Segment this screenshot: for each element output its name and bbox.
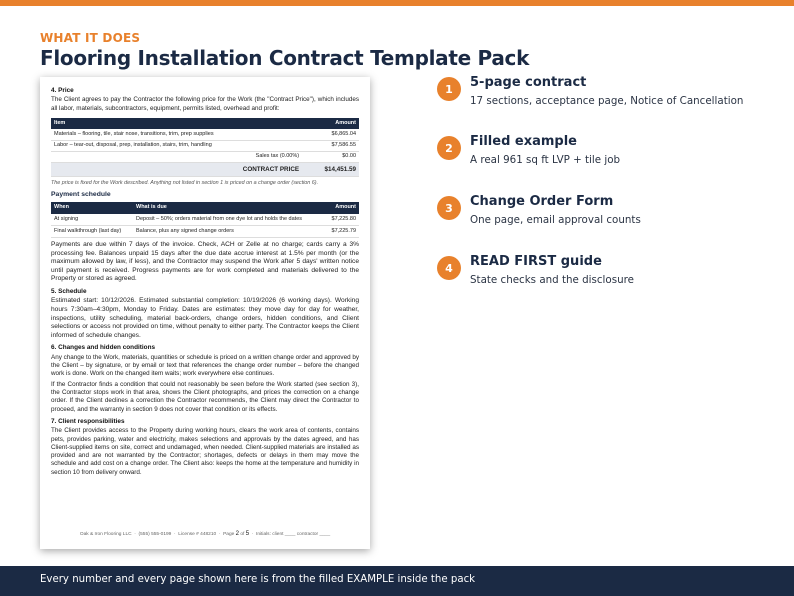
document-footer: Oak & Iron Flooring LLC · (555) 555-0199 · License # 448210 · Page 2 of 5 · Initials: client ____ contractor ____: [79, 531, 331, 538]
sched-due: Deposit – 50%; orders material from one dye lot and holds the dates: [133, 214, 325, 226]
contract-price-row: [51, 163, 359, 177]
payment-schedule-table: [51, 202, 359, 238]
footer-band-text: Every number and every page shown here is from the filled EXAMPLE inside the pack: [40, 574, 476, 585]
feature-number-badge: 1: [437, 77, 461, 101]
price-col-item: Item: [51, 118, 302, 129]
sales-tax-label: Sales tax (0.00%): [51, 151, 302, 162]
feature-description: 17 sections, acceptance page, Notice of Cancellation: [470, 95, 744, 107]
price-note: The price is fixed for the Work described. Anything not listed in section 1 is priced on a change order (section 6).: [51, 180, 319, 187]
section-6-title: 6. Changes and hidden conditions: [51, 344, 156, 352]
contract-price-label: CONTRACT PRICE: [51, 163, 302, 177]
price-item: Labor – tear-out, disposal, prep, installation, stairs, trim, handling: [51, 140, 302, 151]
footer-page-of: of: [240, 532, 245, 538]
sched-col-due: What is due: [133, 202, 325, 213]
feature-number-badge: 3: [437, 196, 461, 220]
top-accent-bar: [0, 0, 794, 6]
price-item: Materials – flooring, tile, stair nose, transitions, trim, prep supplies: [51, 129, 302, 140]
table-row: [51, 225, 359, 237]
section-7-title: 7. Client responsibilities: [51, 417, 125, 425]
eyebrow-label: WHAT IT DOES: [40, 31, 141, 45]
section-6-text-1: Any change to the Work, materials, quantities or schedule is priced on a written change order and approved by the Client – by signature, or by email or text that references the change order number – before the changed work is done. Work on the changed item waits; work everywhere else continues.: [51, 353, 359, 378]
feature-description: A real 961 sq ft LVP + tile job: [470, 154, 621, 166]
feature-description: One page, email approval counts: [470, 214, 641, 226]
sched-amount: $7,225.80: [325, 214, 359, 226]
footer-page-total: 5: [245, 531, 250, 538]
sched-when: Final walkthrough (last day): [51, 225, 133, 237]
footer-page-current: 2: [235, 531, 239, 538]
sched-col-when: When: [51, 202, 133, 213]
section-4-intro: The Client agrees to pay the Contractor the following price for the Work (the "Contract Price"), which includes all labor, materials, subcontractors, equipment, permits listed, overhead and profit:: [51, 96, 359, 112]
footer-page-prefix: Page: [223, 532, 235, 538]
sched-amount: $7,225.79: [325, 225, 359, 237]
table-row: [51, 140, 359, 151]
contract-price-amount: $14,451.59: [302, 163, 359, 177]
table-row: [51, 214, 359, 226]
sales-tax-amount: $0.00: [302, 151, 359, 162]
sched-due: Balance, plus any signed change orders: [133, 225, 325, 237]
price-amount: $6,865.04: [302, 129, 359, 140]
feature-title: Filled example: [470, 134, 577, 149]
payment-schedule-title: Payment schedule: [51, 191, 111, 199]
section-5-title: 5. Schedule: [51, 288, 87, 295]
feature-description: State checks and the disclosure: [470, 274, 634, 286]
contract-page-preview: [40, 77, 370, 549]
footer-license: License # 448210: [178, 532, 217, 538]
footer-company: Oak & Iron Flooring LLC: [79, 532, 132, 538]
feature-title: READ FIRST guide: [470, 254, 602, 269]
feature-number-badge: 4: [437, 256, 461, 280]
section-5-text: Estimated start: 10/12/2026. Estimated substantial completion: 10/19/2026 (6 working days). Working hours 7:30am–4:30pm, Monday to Friday. Dates are estimates: they move day for day for weather, inspections, utility scheduling, material back-orders, change orders, hidden conditions, and Client selections or access not provided on time, without penalty to either party. The Contractor keeps the Client informed of schedule changes.: [51, 297, 359, 339]
footer-phone: (555) 555-0199: [138, 532, 172, 538]
page-title: Flooring Installation Contract Template Pack: [40, 46, 530, 70]
section-6-text-2: If the Contractor finds a condition that could not reasonably be seen before the Work started (see section 3), the Contractor stops work in that area, shows the Client photographs, and prices the correction on a change order. If the Client declines a correction the Contractor recommends, the Client may direct the Contractor to proceed, and the warranty in section 9 does not cover that condition or its effects.: [51, 380, 359, 413]
price-col-amount: Amount: [302, 118, 359, 129]
price-amount: $7,586.55: [302, 140, 359, 151]
payment-terms: Payments are due within 7 days of the invoice. Check, ACH or Zelle at no charge; cards carry a 3% processing fee. Balances unpaid 15 days after the due date accrue interest at 1.5% per month (or the maximum allowed by law, if less), and the Contractor may suspend the Work after 5 days' written notice until payment is received. Progress payments are for work completed and materials delivered to the Property or stored as agreed.: [51, 241, 359, 283]
sched-col-amount: Amount: [325, 202, 359, 213]
section-4-title: 4. Price: [51, 87, 74, 94]
sales-tax-row: [51, 151, 359, 162]
feature-title: Change Order Form: [470, 194, 614, 209]
feature-title: 5-page contract: [470, 75, 587, 90]
sched-when: At signing: [51, 214, 133, 226]
footer-band: [0, 566, 794, 596]
footer-initials: Initials: client ____ contractor ____: [255, 532, 331, 538]
table-row: [51, 129, 359, 140]
section-7-text: The Client provides access to the Property during working hours, clears the work area of contents, contains pets, provides parking, water and electricity, makes selections and approvals by the dates agreed, and has Client-supplied items on site, correct and undamaged, when needed. Client-supplied materials are installed as provided and are not warranted by the Contractor; shortages, defects or delays in them may move the schedule and add cost on a change order. The Client also: keeps the home at the temperature and humidity in section 10 from delivery onward.: [51, 427, 359, 476]
feature-number-badge: 2: [437, 136, 461, 160]
price-table: [51, 118, 359, 177]
